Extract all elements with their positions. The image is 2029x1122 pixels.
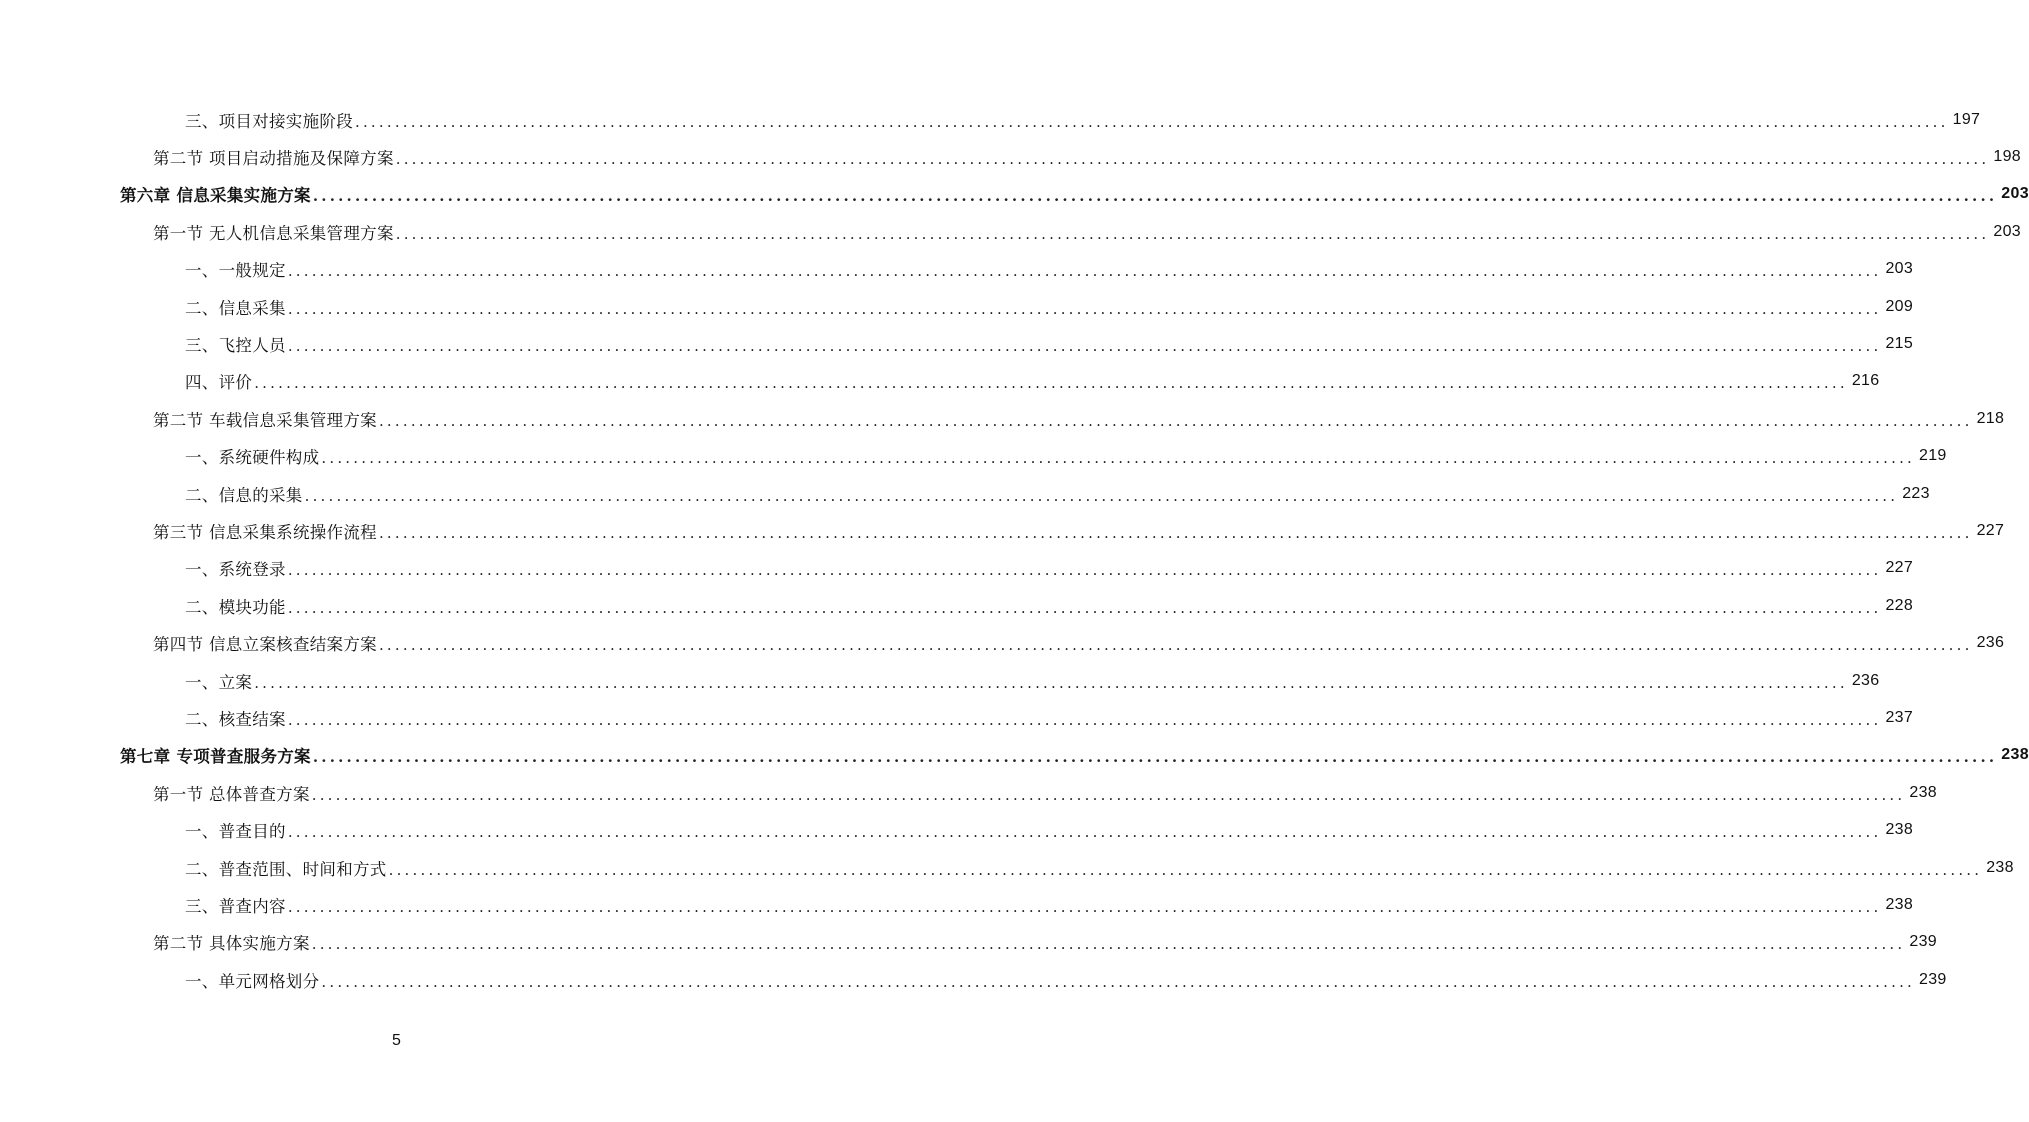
toc-entry-title: 第二节 车载信息采集管理方案: [153, 407, 379, 431]
toc-entry-title: 一、系统硬件构成: [185, 444, 321, 468]
toc-entry-title: 第四节 信息立案核查结案方案: [153, 631, 379, 655]
toc-dot-leader: ........................................................................................................................................................................................................: [287, 262, 1882, 281]
toc-entry-title: 第一节 无人机信息采集管理方案: [153, 220, 396, 244]
toc-entry-page-number: 239: [1919, 970, 1947, 988]
toc-entry-title: 二、普查范围、时间和方式: [185, 856, 389, 880]
toc-entry-section[interactable]: [0, 924, 1937, 961]
toc-dot-leader: ........................................................................................................................................................................................................: [378, 411, 1973, 430]
toc-entry-section[interactable]: [0, 138, 2021, 175]
toc-dot-leader: ........................................................................................................................................................................................................: [321, 972, 1916, 991]
toc-entry-item[interactable]: [0, 811, 1914, 848]
toc-entry-item[interactable]: [0, 699, 1914, 736]
toc-entry-title: 二、信息采集: [185, 295, 288, 319]
toc-dot-leader: ........................................................................................................................................................................................................: [311, 785, 1906, 804]
toc-dot-leader: ........................................................................................................................................................................................................: [287, 897, 1882, 916]
toc-entry-section[interactable]: [0, 213, 2021, 250]
toc-dot-leader: ........................................................................................................................................................................................................: [287, 299, 1882, 318]
page-number: 5: [392, 1032, 401, 1049]
toc-dot-leader: ........................................................................................................................................................................................................: [287, 337, 1882, 356]
toc-dot-leader: ........................................................................................................................................................................................................: [254, 374, 1848, 393]
toc-entry-item[interactable]: [0, 475, 1930, 512]
toc-dot-leader: ........................................................................................................................................................................................................: [312, 187, 1998, 206]
toc-entry-title: 三、飞控人员: [185, 332, 288, 356]
toc-entry-page-number: 228: [1885, 596, 1914, 614]
toc-entry-section[interactable]: [0, 512, 2005, 549]
toc-dot-leader: ........................................................................................................................................................................................................: [355, 112, 1949, 131]
toc-entry-title: 一、系统登录: [185, 556, 288, 580]
toc-entry-page-number: 236: [1851, 671, 1880, 689]
toc-entry-item[interactable]: [0, 325, 1914, 362]
toc-entry-title: 三、普查内容: [185, 893, 288, 917]
toc-dot-leader: ........................................................................................................................................................................................................: [321, 449, 1916, 468]
toc-entry-title: 第七章 专项普查服务方案: [120, 743, 313, 767]
toc-entry-title: 一、普查目的: [185, 818, 288, 842]
toc-entry-item[interactable]: [0, 550, 1914, 587]
toc-entry-page-number: 219: [1919, 447, 1947, 465]
toc-entry-section[interactable]: [0, 774, 1937, 811]
toc-entry-page-number: 238: [1986, 858, 2014, 876]
toc-entry-title: 二、核查结案: [185, 706, 288, 730]
toc-entry-page-number: 239: [1909, 933, 1937, 951]
toc-entry-page-number: 238: [1885, 821, 1914, 839]
toc-dot-leader: ........................................................................................................................................................................................................: [254, 673, 1848, 692]
table-of-contents: [0, 101, 2029, 998]
toc-entry-page-number: 215: [1885, 335, 1914, 353]
toc-dot-leader: ........................................................................................................................................................................................................: [287, 823, 1882, 842]
toc-entry-page-number: 198: [1993, 148, 2021, 166]
toc-entry-title: 一、立案: [185, 669, 254, 693]
toc-entry-section[interactable]: [0, 624, 2005, 661]
toc-entry-item[interactable]: [0, 251, 1914, 288]
toc-dot-leader: ........................................................................................................................................................................................................: [311, 935, 1906, 954]
toc-entry-item[interactable]: [0, 961, 1947, 998]
toc-entry-page-number: 237: [1885, 708, 1914, 726]
toc-entry-title: 第六章 信息采集实施方案: [120, 182, 313, 206]
toc-entry-title: 四、评价: [185, 369, 254, 393]
toc-dot-leader: ........................................................................................................................................................................................................: [287, 561, 1882, 580]
toc-entry-title: 一、一般规定: [185, 257, 288, 281]
toc-entry-page-number: 197: [1952, 110, 1981, 128]
toc-entry-page-number: 236: [1976, 634, 2005, 652]
toc-dot-leader: ........................................................................................................................................................................................................: [304, 486, 1899, 505]
toc-entry-page-number: 218: [1976, 409, 2005, 427]
toc-entry-item[interactable]: [0, 886, 1914, 923]
toc-entry-page-number: 227: [1976, 521, 2005, 539]
toc-entry-page-number: 223: [1902, 484, 1930, 502]
toc-entry-title: 第二节 项目启动措施及保障方案: [153, 145, 396, 169]
toc-dot-leader: ........................................................................................................................................................................................................: [395, 150, 1990, 169]
toc-entry-title: 第一节 总体普查方案: [153, 781, 312, 805]
toc-entry-title: 第二节 具体实施方案: [153, 930, 312, 954]
toc-entry-title: 三、项目对接实施阶段: [185, 108, 355, 132]
toc-entry-title: 第三节 信息采集系统操作流程: [153, 519, 379, 543]
toc-entry-item[interactable]: [0, 438, 1947, 475]
toc-entry-item[interactable]: [0, 662, 1880, 699]
toc-entry-page-number: 209: [1885, 297, 1914, 315]
toc-entry-page-number: 203: [1885, 260, 1914, 278]
toc-dot-leader: ........................................................................................................................................................................................................: [388, 860, 1983, 879]
toc-entry-page-number: 227: [1885, 559, 1914, 577]
toc-dot-leader: ........................................................................................................................................................................................................: [287, 598, 1882, 617]
toc-entry-item[interactable]: [0, 288, 1914, 325]
toc-entry-item[interactable]: [0, 101, 1981, 138]
toc-entry-title: 一、单元网格划分: [185, 968, 321, 992]
toc-entry-item[interactable]: [0, 849, 2014, 886]
toc-entry-page-number: 216: [1851, 372, 1880, 390]
toc-entry-item[interactable]: [0, 363, 1880, 400]
toc-dot-leader: ........................................................................................................................................................................................................: [378, 523, 1973, 542]
toc-entry-page-number: 203: [2001, 185, 2029, 203]
toc-entry-item[interactable]: [0, 587, 1914, 624]
toc-entry-page-number: 238: [1885, 895, 1914, 913]
toc-dot-leader: ........................................................................................................................................................................................................: [378, 636, 1973, 655]
toc-entry-section[interactable]: [0, 400, 2005, 437]
toc-entry-title: 二、模块功能: [185, 594, 288, 618]
toc-entry-page-number: 203: [1993, 222, 2021, 240]
toc-entry-page-number: 238: [2001, 746, 2029, 764]
toc-dot-leader: ........................................................................................................................................................................................................: [287, 710, 1882, 729]
toc-entry-chapter[interactable]: [0, 176, 2029, 213]
toc-entry-chapter[interactable]: [0, 737, 2029, 774]
toc-entry-title: 二、信息的采集: [185, 482, 305, 506]
toc-dot-leader: ........................................................................................................................................................................................................: [312, 748, 1998, 767]
toc-entry-page-number: 238: [1909, 783, 1937, 801]
toc-dot-leader: ........................................................................................................................................................................................................: [395, 224, 1990, 243]
